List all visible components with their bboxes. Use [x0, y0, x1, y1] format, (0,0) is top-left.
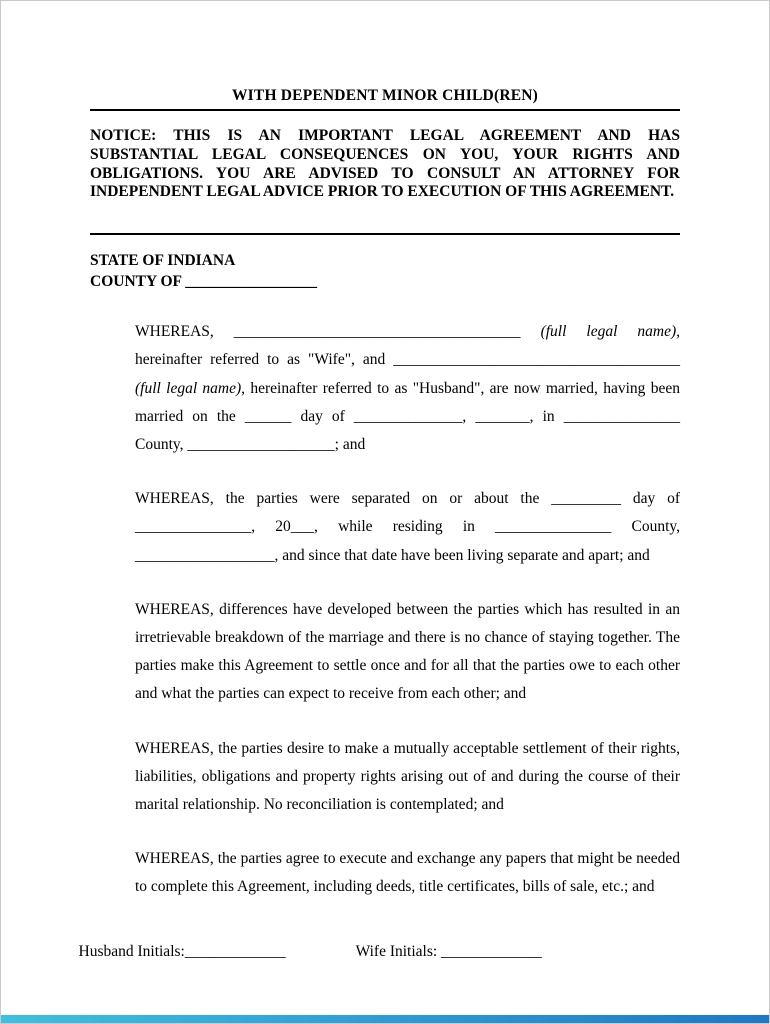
whereas-paragraph-breakdown: WHEREAS, differences have developed between the parties which has resulted in an irretrievable breakdown of the marriage and there is no chance of staying together. The parties make this Agreement to settle once and for all that the parties owe to each other and what the parties can expect to receive from each other; and — [135, 600, 680, 703]
notice-paragraph: NOTICE: THIS IS AN IMPORTANT LEGAL AGREEMENT AND HAS SUBSTANTIAL LEGAL CONSEQUENCES ON YOU, YOUR RIGHTS AND OBLIGATIONS. YOU ARE ADVISED TO CONSULT AN ATTORNEY FOR INDEPENDENT LEGAL ADVICE PRIOR TO EXECUTION OF THIS AGREEMENT. — [90, 127, 680, 201]
husband-initials-field[interactable]: Husband Initials:_____________ — [78, 943, 286, 960]
document-title: WITH DEPENDENT MINOR CHILD(REN) — [90, 87, 680, 111]
jurisdiction-block — [90, 250, 680, 292]
whereas-paragraph-marriage: WHEREAS, _____________________________________ (full legal name), hereinafter referred to as "Wife", and _____________________________________ (full legal name), hereinafter referred to as "Husband", are now married, having been married on the ______ day of ______________, _______, in _______________ County, ___________________; and — [135, 323, 681, 453]
section-divider — [90, 233, 680, 235]
wife-initials-field[interactable]: Wife Initials: _____________ — [355, 943, 542, 960]
initials-footer — [63, 925, 542, 979]
whereas-paragraph-separation: WHEREAS, the parties were separated on or about the _________ day of _______________, 20___, while residing in _______________ County, __________________, and since that date have been living separate and apart; and — [135, 490, 680, 564]
state-line: STATE OF INDIANA — [90, 252, 236, 270]
bottom-accent-bar — [1, 1015, 769, 1023]
county-line[interactable]: COUNTY OF _________________ — [90, 273, 318, 291]
document-content — [1, 1, 769, 902]
whereas-paragraph-papers: WHEREAS, the parties agree to execute and exchange any papers that might be needed to complete this Agreement, including deeds, title certificates, bills of sale, etc.; and — [135, 850, 680, 896]
whereas-paragraph-settlement: WHEREAS, the parties desire to make a mutually acceptable settlement of their rights, liabilities, obligations and property rights arising out of and during the course of their marital relationship. No reconciliation is contemplated; and — [135, 739, 680, 814]
